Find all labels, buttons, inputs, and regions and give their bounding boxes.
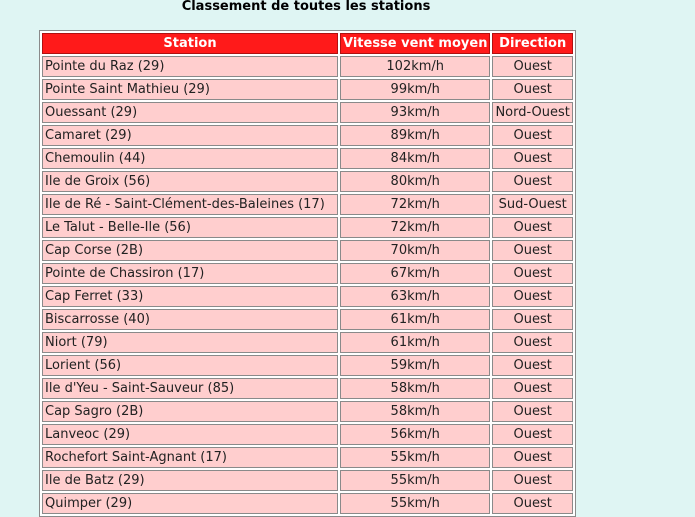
direction-cell: Ouest: [492, 79, 572, 100]
station-cell: Niort (79): [42, 332, 338, 353]
speed-cell: 70km/h: [340, 240, 490, 261]
station-cell: Biscarrosse (40): [42, 309, 338, 330]
station-cell: Ile de Batz (29): [42, 470, 338, 491]
speed-cell: 84km/h: [340, 148, 490, 169]
table-body: [42, 56, 573, 514]
station-cell: Pointe Saint Mathieu (29): [42, 79, 338, 100]
table-row: [42, 263, 573, 284]
station-cell: Chemoulin (44): [42, 148, 338, 169]
direction-cell: Ouest: [492, 56, 572, 77]
table-row: [42, 194, 573, 215]
direction-cell: Ouest: [492, 125, 572, 146]
direction-cell: Ouest: [492, 309, 572, 330]
station-cell: Camaret (29): [42, 125, 338, 146]
table-header-row: [42, 33, 573, 54]
station-cell: Rochefort Saint-Agnant (17): [42, 447, 338, 468]
speed-cell: 55km/h: [340, 470, 490, 491]
direction-cell: Nord-Ouest: [492, 102, 572, 123]
speed-cell: 55km/h: [340, 447, 490, 468]
column-header-station: Station: [42, 33, 338, 54]
speed-cell: 56km/h: [340, 424, 490, 445]
table-row: [42, 125, 573, 146]
speed-cell: 67km/h: [340, 263, 490, 284]
direction-cell: Ouest: [492, 263, 572, 284]
speed-cell: 89km/h: [340, 125, 490, 146]
station-cell: Ouessant (29): [42, 102, 338, 123]
table-row: [42, 447, 573, 468]
station-cell: Lorient (56): [42, 355, 338, 376]
table-row: [42, 470, 573, 491]
station-cell: Ile de Groix (56): [42, 171, 338, 192]
speed-cell: 72km/h: [340, 217, 490, 238]
table-row: [42, 309, 573, 330]
table-row: [42, 332, 573, 353]
speed-cell: 58km/h: [340, 378, 490, 399]
direction-cell: Ouest: [492, 355, 572, 376]
station-cell: Pointe du Raz (29): [42, 56, 338, 77]
table-row: [42, 424, 573, 445]
station-cell: Cap Ferret (33): [42, 286, 338, 307]
speed-cell: 99km/h: [340, 79, 490, 100]
table-row: [42, 171, 573, 192]
direction-cell: Ouest: [492, 148, 572, 169]
station-cell: Le Talut - Belle-Ile (56): [42, 217, 338, 238]
table-row: [42, 102, 573, 123]
direction-cell: Sud-Ouest: [492, 194, 572, 215]
speed-cell: 93km/h: [340, 102, 490, 123]
page-title: Classement de toutes les stations: [181, 0, 431, 14]
station-cell: Lanveoc (29): [42, 424, 338, 445]
speed-cell: 58km/h: [340, 401, 490, 422]
direction-cell: Ouest: [492, 447, 572, 468]
table-row: [42, 79, 573, 100]
speed-cell: 59km/h: [340, 355, 490, 376]
direction-cell: Ouest: [492, 424, 572, 445]
ranking-table-container: [39, 30, 576, 517]
table-row: [42, 378, 573, 399]
column-header-direction: Direction: [492, 33, 572, 54]
station-cell: Cap Sagro (2B): [42, 401, 338, 422]
speed-cell: 55km/h: [340, 493, 490, 514]
table-row: [42, 217, 573, 238]
station-cell: Cap Corse (2B): [42, 240, 338, 261]
station-cell: Ile d'Yeu - Saint-Sauveur (85): [42, 378, 338, 399]
direction-cell: Ouest: [492, 493, 572, 514]
speed-cell: 61km/h: [340, 332, 490, 353]
table-row: [42, 56, 573, 77]
speed-cell: 102km/h: [340, 56, 490, 77]
direction-cell: Ouest: [492, 217, 572, 238]
table-row: [42, 355, 573, 376]
table-row: [42, 240, 573, 261]
station-cell: Quimper (29): [42, 493, 338, 514]
direction-cell: Ouest: [492, 378, 572, 399]
table-row: [42, 286, 573, 307]
column-header-speed: Vitesse vent moyen: [340, 33, 490, 54]
direction-cell: Ouest: [492, 332, 572, 353]
speed-cell: 72km/h: [340, 194, 490, 215]
ranking-table: [40, 31, 575, 516]
station-cell: Ile de Ré - Saint-Clément-des-Baleines (17): [42, 194, 338, 215]
direction-cell: Ouest: [492, 470, 572, 491]
table-row: [42, 148, 573, 169]
table-row: [42, 401, 573, 422]
direction-cell: Ouest: [492, 286, 572, 307]
speed-cell: 80km/h: [340, 171, 490, 192]
direction-cell: Ouest: [492, 401, 572, 422]
speed-cell: 63km/h: [340, 286, 490, 307]
speed-cell: 61km/h: [340, 309, 490, 330]
direction-cell: Ouest: [492, 171, 572, 192]
station-cell: Pointe de Chassiron (17): [42, 263, 338, 284]
direction-cell: Ouest: [492, 240, 572, 261]
